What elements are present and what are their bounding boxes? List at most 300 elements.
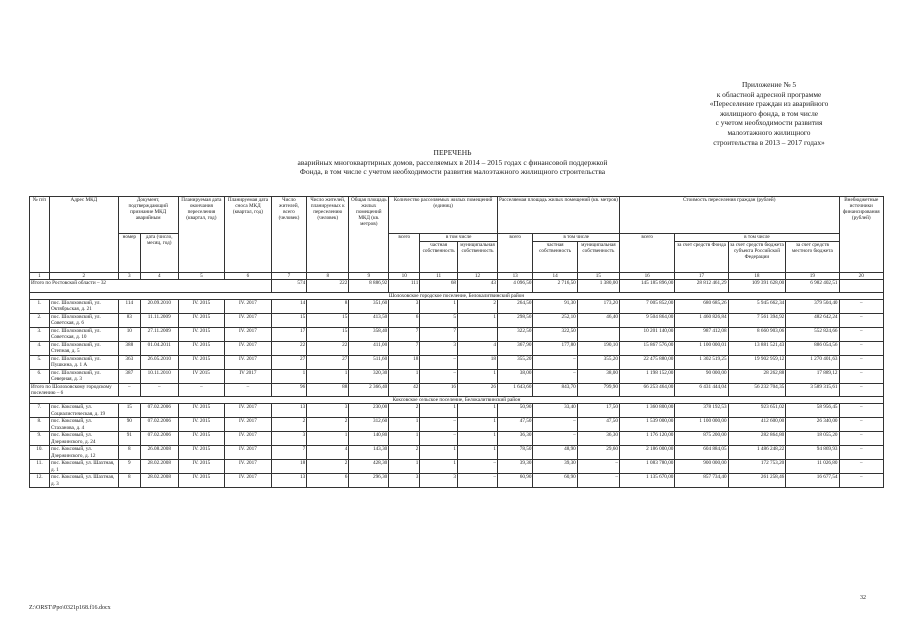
header-sqm-total: всего — [497, 234, 532, 273]
table-cell: 58 956,45 — [786, 404, 839, 418]
table-cell: 18 — [389, 356, 420, 370]
column-number-cell: 14 — [533, 273, 577, 280]
table-cell: – — [420, 370, 458, 384]
table-cell: 10 201 140,00 — [619, 328, 674, 342]
header-area: Общая площадь жилых помещений МКД (кв. метров) — [349, 197, 389, 273]
table-cell: 1 — [458, 404, 498, 418]
table-cell: пос. Шолоховский, ул. Советская, д. 6 — [49, 314, 118, 328]
table-cell: 38,00 — [577, 370, 619, 384]
table-cell: 2 — [389, 404, 420, 418]
section-heading-row — [30, 397, 884, 404]
table-cell: 90 000,00 — [675, 370, 728, 384]
table-cell: 8. — [30, 418, 50, 432]
table-cell: – — [140, 384, 178, 397]
table-cell: IV. 2017 — [225, 342, 272, 356]
table-cell: – — [420, 432, 458, 446]
table-cell: 7 561 394,92 — [728, 314, 786, 328]
table-cell: 91 — [118, 432, 140, 446]
table-cell: 2 366,40 — [349, 384, 389, 397]
table-cell: 17,50 — [577, 404, 619, 418]
header-address: Адрес МКД — [49, 197, 118, 273]
table-cell: 358,40 — [349, 328, 389, 342]
table-cell: 1 — [458, 314, 498, 328]
table-cell: 552 824,66 — [786, 328, 839, 342]
table-cell: 2 — [307, 418, 349, 432]
table-cell: 1 — [389, 460, 420, 474]
table-cell: 16 677,54 — [786, 474, 839, 488]
table-cell: 1 486 248,22 — [728, 446, 786, 460]
table-cell: 1 460 826,84 — [675, 314, 728, 328]
table-cell: 3 — [307, 404, 349, 418]
appendix-line: жилищного фонда, в том числе — [719, 108, 819, 118]
table-cell: 298,50 — [497, 314, 532, 328]
table-cell: 109 391 628,00 — [728, 280, 786, 293]
total-row — [30, 384, 884, 397]
table-cell: 47,50 — [577, 418, 619, 432]
table-cell: 9 — [118, 460, 140, 474]
table-cell: – — [458, 474, 498, 488]
table-cell: 2 716,50 — [533, 280, 577, 293]
table-cell: – — [420, 418, 458, 432]
table-cell: 26 340,00 — [786, 418, 839, 432]
table-cell: IV. 2015 — [178, 432, 225, 446]
table-cell: 1 643,60 — [497, 384, 532, 397]
table-cell: – — [839, 328, 884, 342]
table-cell: IV. 2017 — [225, 314, 272, 328]
header-sqm: Расселяемая площадь жилых помещений (кв. метров) — [497, 197, 619, 234]
table-row — [30, 370, 884, 384]
table-cell: 15 — [307, 314, 349, 328]
table-cell: 1 539 000,00 — [619, 418, 674, 432]
table-cell: 43 — [458, 280, 498, 293]
header-sqm-muni: муниципальная собственность — [577, 242, 619, 273]
table-cell: 1 270 401,63 — [786, 356, 839, 370]
column-number-cell: 8 — [307, 273, 349, 280]
header-plan-end: Планируемая дата окончания переселения (квартал, год) — [178, 197, 225, 273]
table-cell: – — [420, 356, 458, 370]
header-doc-date: дата (число, месяц, год) — [140, 234, 178, 273]
header-residents: Число жителей, всего (человек) — [271, 197, 306, 273]
table-cell: 10 — [118, 328, 140, 342]
table-cell: 20.09.2010 — [140, 300, 178, 314]
table-cell: 355,20 — [577, 356, 619, 370]
section-heading: Шолоховское городское поселение, Белокалитвинский район — [30, 293, 884, 300]
table-row — [30, 446, 884, 460]
table-cell: 482 642,24 — [786, 314, 839, 328]
table-cell: 2 — [389, 446, 420, 460]
table-cell: 322,50 — [497, 328, 532, 342]
table-cell: 1 — [271, 370, 306, 384]
table-cell: 2 — [271, 418, 306, 432]
table-cell: 6 982 402,51 — [786, 280, 839, 293]
table-cell: – — [839, 418, 884, 432]
table-cell: 13 881 521,43 — [728, 342, 786, 356]
table-cell: 114 — [118, 300, 140, 314]
table-cell: 17 889,12 — [786, 370, 839, 384]
table-body — [30, 273, 884, 488]
table-cell: 1 — [458, 446, 498, 460]
table-cell: 1 — [389, 418, 420, 432]
table-cell: 1 — [307, 370, 349, 384]
table-cell: 38,00 — [497, 370, 532, 384]
column-number-cell: 10 — [389, 273, 420, 280]
table-cell: – — [839, 356, 884, 370]
table-cell: 26.08.2008 — [140, 446, 178, 460]
table-cell: 88 — [307, 384, 349, 397]
table-cell: 94 869,93 — [786, 446, 839, 460]
header-document: Документ, подтверждающий признание МКД аварийным — [118, 197, 178, 234]
appendix-line: «Переселение граждан из аварийного — [709, 99, 829, 109]
table-cell: IV 2017 — [225, 370, 272, 384]
table-cell: 3 — [420, 342, 458, 356]
table-cell: 2 186 000,00 — [619, 446, 674, 460]
table-cell: 388 — [118, 342, 140, 356]
table-cell: 39,30 — [497, 460, 532, 474]
table-cell: 11. — [30, 460, 50, 474]
table-cell: 843,70 — [533, 384, 577, 397]
page-number: 32 — [860, 595, 866, 601]
table-cell: 252,10 — [533, 314, 577, 328]
table-cell: 2. — [30, 314, 50, 328]
table-cell: 1 — [458, 432, 498, 446]
table-cell: – — [533, 432, 577, 446]
table-cell: 799,90 — [577, 384, 619, 397]
table-cell: – — [533, 356, 577, 370]
table-cell: 3 — [389, 474, 420, 488]
table-cell: 22 475 880,00 — [619, 356, 674, 370]
table-cell: 36,30 — [497, 432, 532, 446]
table-cell: IV. 2017 — [225, 404, 272, 418]
column-number-cell: 16 — [619, 273, 674, 280]
table-cell: – — [533, 370, 577, 384]
header-cost-regional: за счет средств бюджета субъекта Российской Федерации — [728, 242, 786, 273]
table-cell: 1 083 780,00 — [619, 460, 674, 474]
table-cell: IV. 2015 — [178, 474, 225, 488]
column-number-row — [30, 273, 884, 280]
header-num: № п/п — [30, 197, 50, 273]
table-cell: 28 262,88 — [728, 370, 786, 384]
table-cell: 5 — [420, 314, 458, 328]
header-rooms-private: частная собственность — [420, 242, 458, 273]
table-cell: 56 232 704,35 — [728, 384, 786, 397]
table-cell: 1 135 670,00 — [619, 474, 674, 488]
column-number-cell: 5 — [178, 273, 225, 280]
table-cell: пос. Коксовый, ул. Стаханова, д. 4 — [49, 418, 118, 432]
table-cell: 66 253 464,00 — [619, 384, 674, 397]
table-cell: 1 100 000,01 — [675, 342, 728, 356]
table-cell: 9 504 864,00 — [619, 314, 674, 328]
table-cell: 7 005 852,00 — [619, 300, 674, 314]
table-cell: 22 — [307, 342, 349, 356]
table-cell: IV. 2015 — [178, 300, 225, 314]
table-cell: IV. 2017 — [225, 300, 272, 314]
table-cell: 7 — [420, 328, 458, 342]
table-cell: 923 651,02 — [728, 404, 786, 418]
column-number-cell: 4 — [140, 273, 178, 280]
table-cell: 222 — [307, 280, 349, 293]
column-number-cell: 6 — [225, 273, 272, 280]
table-cell: пос. Шолоховский, ул. Северная, д. 3 — [49, 370, 118, 384]
table-row — [30, 356, 884, 370]
table-cell: 1 — [458, 370, 498, 384]
table-cell: 320,30 — [349, 370, 389, 384]
table-cell: 28.02.2008 — [140, 460, 178, 474]
header-doc-number: номер — [118, 234, 140, 273]
table-cell: IV. 2017 — [225, 328, 272, 342]
table-cell: 01.04.2011 — [140, 342, 178, 356]
table-cell: 4 — [307, 446, 349, 460]
table-cell: 680 685,26 — [675, 300, 728, 314]
table-cell: 7 — [389, 328, 420, 342]
header-cost: Стоимость переселения граждан (рублей) — [619, 197, 839, 234]
table-cell: – — [839, 314, 884, 328]
table-cell: 4 096,50 — [497, 280, 532, 293]
table-cell: IV. 2017 — [225, 446, 272, 460]
table-cell: IV. 2017 — [225, 474, 272, 488]
column-number-cell: 11 — [420, 273, 458, 280]
table-cell: 17 — [271, 328, 306, 342]
table-cell: – — [577, 474, 619, 488]
table-cell: 5. — [30, 356, 50, 370]
table-cell: 27 — [271, 356, 306, 370]
table-cell: 48,90 — [533, 446, 577, 460]
table-cell: 4. — [30, 342, 50, 356]
table-cell: 367,90 — [497, 342, 532, 356]
table-cell: 7 — [271, 446, 306, 460]
table-cell: – — [839, 446, 884, 460]
table-cell: IV. 2015 — [178, 342, 225, 356]
table-cell: 3 — [271, 432, 306, 446]
table-cell: 27.11.2009 — [140, 328, 178, 342]
title-line: ПЕРЕЧЕНЬ — [433, 148, 472, 157]
table-cell: – — [839, 432, 884, 446]
table-cell: 322,50 — [533, 328, 577, 342]
column-number-cell: 2 — [49, 273, 118, 280]
table-cell: пос. Шолоховский, ул. Советская, д. 10 — [49, 328, 118, 342]
table-cell: 428,30 — [349, 460, 389, 474]
table-cell: 355,20 — [497, 356, 532, 370]
table-cell: 29,60 — [577, 446, 619, 460]
table-cell: – — [839, 404, 884, 418]
table-cell: – — [533, 418, 577, 432]
table-cell: 511,60 — [349, 356, 389, 370]
table-cell: 6 — [389, 314, 420, 328]
table-cell: 378 192,53 — [675, 404, 728, 418]
table-cell: 857 734,40 — [675, 474, 728, 488]
table-cell: 50,90 — [497, 404, 532, 418]
table-cell: 351,60 — [349, 300, 389, 314]
table-cell: – — [839, 460, 884, 474]
table-cell: – — [118, 384, 140, 397]
table-cell: 10.11.2010 — [140, 370, 178, 384]
table-cell: 875 200,00 — [675, 432, 728, 446]
table-cell: – — [458, 460, 498, 474]
table-row — [30, 342, 884, 356]
appendix-line: к областной адресной программе — [716, 89, 822, 99]
table-cell: 145 185 896,00 — [619, 280, 674, 293]
table-cell: 190,10 — [577, 342, 619, 356]
table-cell: 296,30 — [349, 474, 389, 488]
table-cell: 230,00 — [349, 404, 389, 418]
houses-table — [29, 196, 884, 488]
table-cell: 886 054,56 — [786, 342, 839, 356]
table-cell: – — [839, 370, 884, 384]
table-cell: Итого по Шолоховскому городскому поселению – 6 — [30, 384, 119, 397]
appendix-header — [640, 80, 898, 147]
table-cell: 604 884,05 — [675, 446, 728, 460]
header-rooms-incl: в том числе — [420, 234, 498, 242]
table-cell: 1 — [420, 404, 458, 418]
header-cost-incl: в том числе — [675, 234, 839, 242]
table-cell: 140,80 — [349, 432, 389, 446]
table-cell: 90 — [118, 418, 140, 432]
table-cell: 1 100 000,00 — [675, 418, 728, 432]
table-cell: 900 000,00 — [675, 460, 728, 474]
table-cell: 987 412,08 — [675, 328, 728, 342]
footer-file-path: Z:\ORST\Ppo\0321p168.f16.docx — [29, 605, 111, 611]
table-cell: 3 — [389, 300, 420, 314]
table-cell: пос. Коксовый, ул. Шахтная, д. 1 — [49, 460, 118, 474]
column-number-cell: 19 — [786, 273, 839, 280]
header-cost-total: всего — [619, 234, 674, 273]
table-cell: 264,50 — [497, 300, 532, 314]
table-cell: 173,20 — [577, 300, 619, 314]
table-cell: пос. Шолоховский, ул. Пушкина, д. 1 А — [49, 356, 118, 370]
table-cell: 143,30 — [349, 446, 389, 460]
table-cell: 1 176 120,00 — [619, 432, 674, 446]
table-cell — [458, 328, 498, 342]
appendix-line: строительства в 2013 – 2017 годах» — [713, 137, 825, 147]
table-cell: 27 — [307, 356, 349, 370]
table-cell: IV. 2017 — [225, 432, 272, 446]
table-row — [30, 314, 884, 328]
table-cell: пос. Шолоховский, ул. Октябрьская, д. 21 — [49, 300, 118, 314]
table-cell: 1 380,00 — [577, 280, 619, 293]
table-cell: 4 — [458, 342, 498, 356]
table-cell: 33,40 — [533, 404, 577, 418]
column-number-cell: 17 — [675, 273, 728, 280]
table-cell: 22 — [271, 342, 306, 356]
table-cell: 261 258,46 — [728, 474, 786, 488]
table-cell: 26.05.2010 — [140, 356, 178, 370]
header-sqm-incl: в том числе — [533, 234, 620, 242]
appendix-line: малоэтажного жилищного — [727, 127, 811, 137]
table-cell: 13 — [271, 474, 306, 488]
table-cell: 9. — [30, 432, 50, 446]
table-cell: 6 431 444,04 — [675, 384, 728, 397]
table-cell: 1 — [307, 432, 349, 446]
table-cell: 60,90 — [497, 474, 532, 488]
table-cell: – — [839, 342, 884, 356]
column-number-cell: 1 — [30, 273, 50, 280]
column-number-cell: 12 — [458, 273, 498, 280]
table-cell: 07.02.2006 — [140, 404, 178, 418]
header-sqm-private: частная собственность — [533, 242, 577, 273]
table-cell: 11.11.2009 — [140, 314, 178, 328]
table-cell: – — [225, 384, 272, 397]
table-cell: 177,80 — [533, 342, 577, 356]
table-cell: 15 — [118, 404, 140, 418]
column-number-cell: 20 — [839, 273, 884, 280]
table-cell: 111 — [389, 280, 420, 293]
table-cell: 1 — [389, 432, 420, 446]
table-cell: Итого по Ростовской области – 32 — [30, 280, 272, 293]
table-cell: 36,30 — [577, 432, 619, 446]
table-cell: 7. — [30, 404, 50, 418]
header-residents-resettle: Число жителей, планируемых к переселению (человек) — [307, 197, 349, 273]
table-cell: 412 600,00 — [728, 418, 786, 432]
table-cell: 11 026,80 — [786, 460, 839, 474]
table-cell: – — [839, 300, 884, 314]
table-cell: 28.02.2008 — [140, 474, 178, 488]
table-cell: IV. 2017 — [225, 418, 272, 432]
header-rooms: Количество расселяемых жилых помещений (единиц) — [389, 197, 498, 234]
table-cell: 15 — [307, 328, 349, 342]
table-cell: IV 2015 — [178, 370, 225, 384]
table-row — [30, 328, 884, 342]
header-plan-demolition: Планируемая дата сноса МКД (квартал, год) — [225, 197, 272, 273]
table-cell: 413,50 — [349, 314, 389, 328]
column-number-cell: 9 — [349, 273, 389, 280]
table-cell: пос. Шолоховский, ул. Степная, д. 5 — [49, 342, 118, 356]
table-cell: – — [839, 474, 884, 488]
table-cell: 18 — [458, 356, 498, 370]
table-cell: IV. 2015 — [178, 314, 225, 328]
column-number-cell: 13 — [497, 273, 532, 280]
table-cell: 13 — [271, 404, 306, 418]
table-cell: 07.02.2006 — [140, 432, 178, 446]
table-cell: 1 — [420, 460, 458, 474]
table-cell: 78,50 — [497, 446, 532, 460]
table-cell: 574 — [271, 280, 306, 293]
table-cell: 68 — [420, 280, 458, 293]
header-cost-local: за счет средств местного бюджета — [786, 242, 839, 273]
table-cell: 91,30 — [533, 300, 577, 314]
header-cost-fund: за счет средств Фонда — [675, 242, 728, 273]
table-cell: 1. — [30, 300, 50, 314]
table-cell: 1 198 152,00 — [619, 370, 674, 384]
column-number-cell: 18 — [728, 273, 786, 280]
table-cell: IV. 2017 — [225, 460, 272, 474]
table-cell: 3 589 315,61 — [786, 384, 839, 397]
table-cell: 10. — [30, 446, 50, 460]
table-cell: 387 — [118, 370, 140, 384]
table-cell: IV. 2015 — [178, 356, 225, 370]
table-cell: 8 — [307, 300, 349, 314]
table-cell: 1 302 519,25 — [675, 356, 728, 370]
table-cell: 2 — [458, 300, 498, 314]
table-row — [30, 404, 884, 418]
section-heading-row — [30, 293, 884, 300]
table-cell: 8 — [118, 474, 140, 488]
table-cell: 39,30 — [533, 460, 577, 474]
table-cell: – — [839, 384, 884, 397]
table-cell: IV. 2015 — [178, 404, 225, 418]
table-cell: 42 — [389, 384, 420, 397]
table-cell: пос. Коксовый, ул. Шахтная, д. 3 — [49, 474, 118, 488]
table-cell: 19 902 959,12 — [728, 356, 786, 370]
table-cell: 26 — [458, 384, 498, 397]
table-cell: 14 — [271, 300, 306, 314]
appendix-line: Приложение № 5 — [741, 80, 797, 89]
table-cell: 28 812 461,29 — [675, 280, 728, 293]
table-cell: 12. — [30, 474, 50, 488]
table-cell: 1 — [420, 300, 458, 314]
table-cell: 46,40 — [577, 314, 619, 328]
table-cell: 379 504,40 — [786, 300, 839, 314]
table-cell: 363 — [118, 356, 140, 370]
table-cell: 1 — [420, 446, 458, 460]
